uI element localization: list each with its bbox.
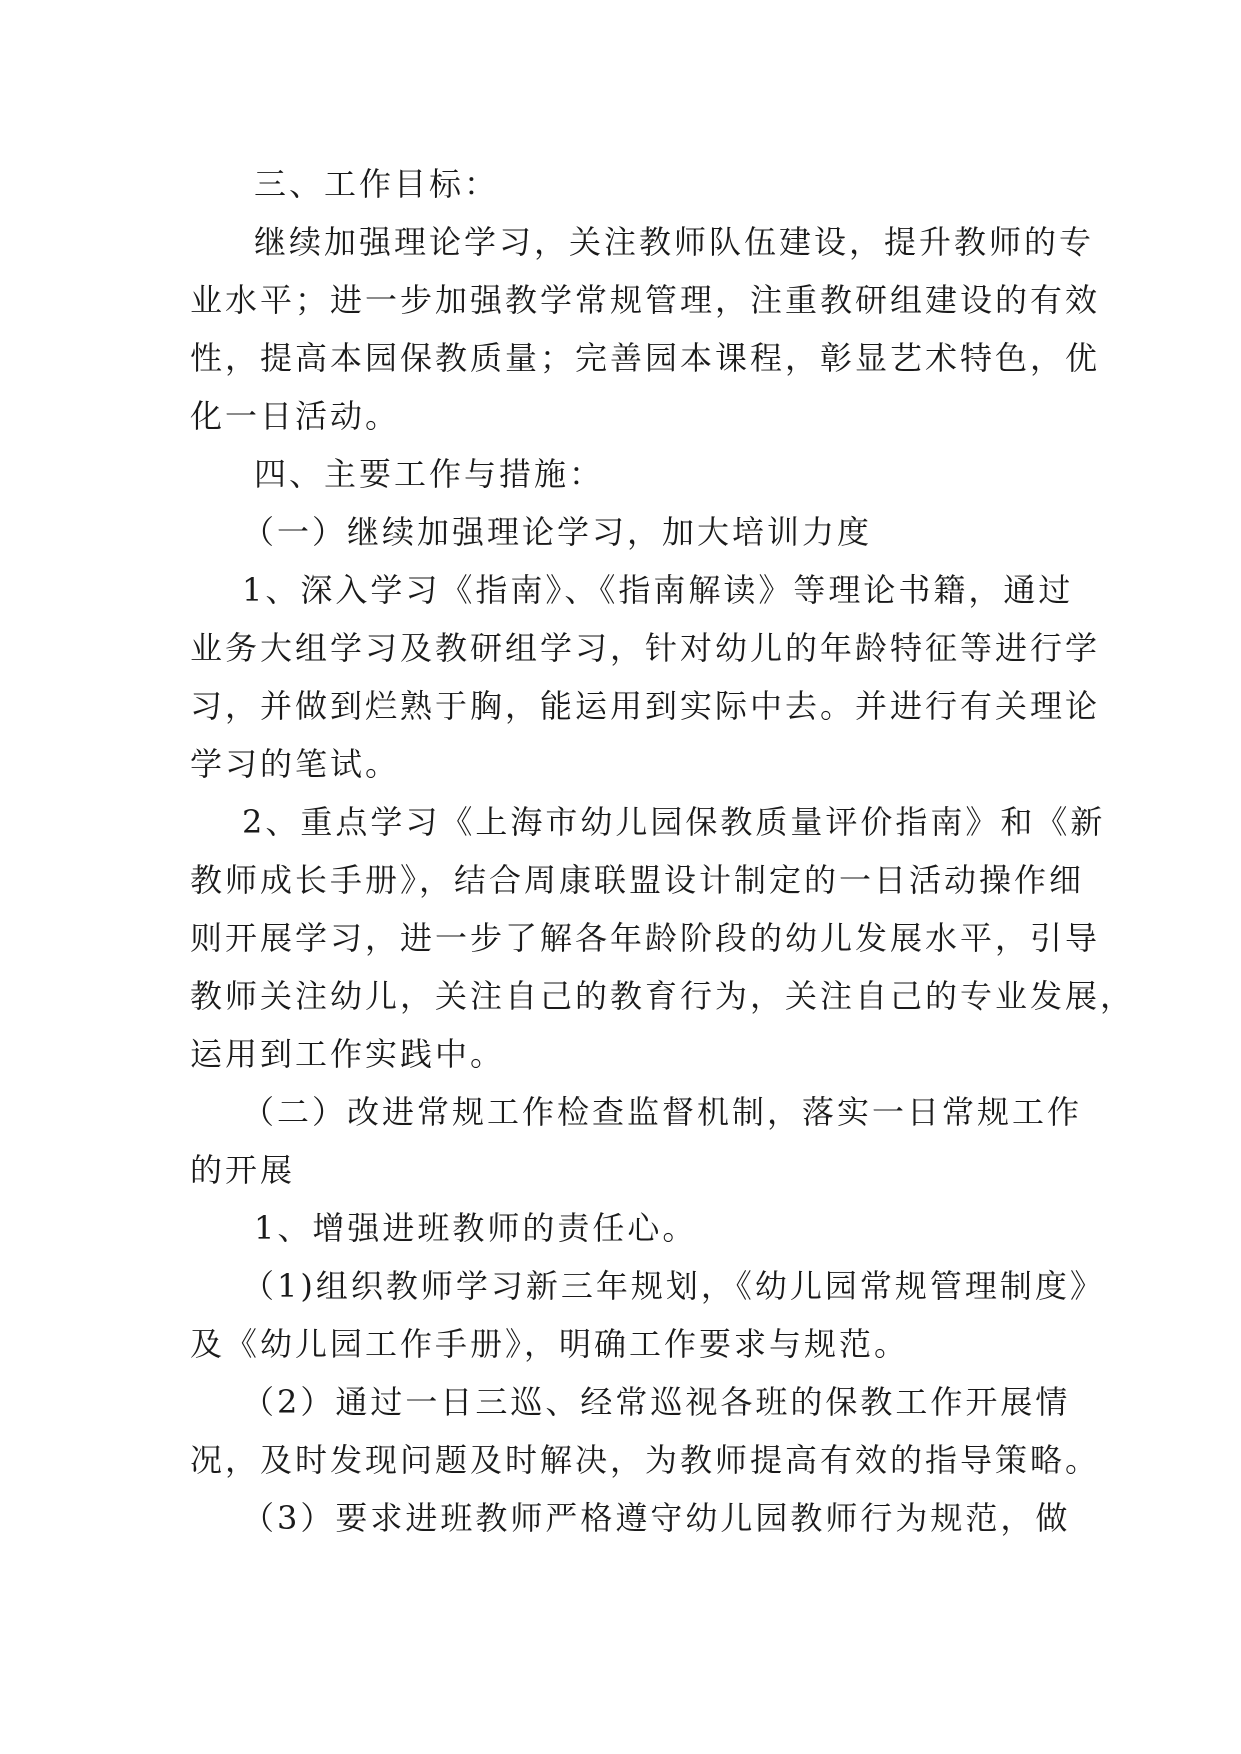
paragraph-line: （1)组织教师学习新三年规划，《幼儿园常规管理制度》 <box>242 1267 1105 1305</box>
subsection-heading-2-cont: 的开展 <box>190 1151 296 1189</box>
document-page <box>190 155 1136 1547</box>
section-heading-measures: 四、主要工作与措施： <box>254 455 605 493</box>
paragraph-line: 及《幼儿园工作手册》，明确工作要求与规范。 <box>190 1325 910 1363</box>
paragraph-line: 1、增强进班教师的责任心。 <box>254 1209 698 1247</box>
paragraph-line: 学习的笔试。 <box>190 745 401 783</box>
paragraph-line: 教师成长手册》，结合周康联盟设计制定的一日活动操作细 <box>190 861 1085 899</box>
paragraph-line: 2、重点学习《上海市幼儿园保教质量评价指南》和《新 <box>242 803 1106 841</box>
paragraph-line: （2）通过一日三巡、经常巡视各班的保教工作开展情 <box>242 1383 1071 1421</box>
paragraph-line: 1、深入学习《指南》、《指南解读》等理论书籍，通过 <box>242 571 1074 609</box>
paragraph-line: 性，提高本园保教质量；完善园本课程，彰显艺术特色，优 <box>190 339 1101 377</box>
paragraph-line: 化一日活动。 <box>190 397 401 435</box>
subsection-heading-1: （一）继续加强理论学习，加大培训力度 <box>242 513 873 551</box>
paragraph-line: （3）要求进班教师严格遵守幼儿园教师行为规范，做 <box>242 1499 1071 1537</box>
paragraph-line: 习，并做到烂熟于胸，能运用到实际中去。并进行有关理论 <box>190 687 1101 725</box>
section-heading-goals: 三、工作目标： <box>254 165 500 203</box>
paragraph-line: 况，及时发现问题及时解决，为教师提高有效的指导策略。 <box>190 1441 1101 1479</box>
paragraph-line: 继续加强理论学习，关注教师队伍建设，提升教师的专 <box>254 223 1095 261</box>
paragraph-line: 运用到工作实践中。 <box>190 1035 506 1073</box>
paragraph-line: 教师关注幼儿，关注自己的教育行为，关注自己的专业发展， <box>190 977 1136 1015</box>
paragraph-line: 则开展学习，进一步了解各年龄阶段的幼儿发展水平，引导 <box>190 919 1101 957</box>
paragraph-line: 业水平；进一步加强教学常规管理，注重教研组建设的有效 <box>190 281 1101 319</box>
paragraph-line: 业务大组学习及教研组学习，针对幼儿的年龄特征等进行学 <box>190 629 1101 667</box>
subsection-heading-2: （二）改进常规工作检查监督机制，落实一日常规工作 <box>242 1093 1083 1131</box>
